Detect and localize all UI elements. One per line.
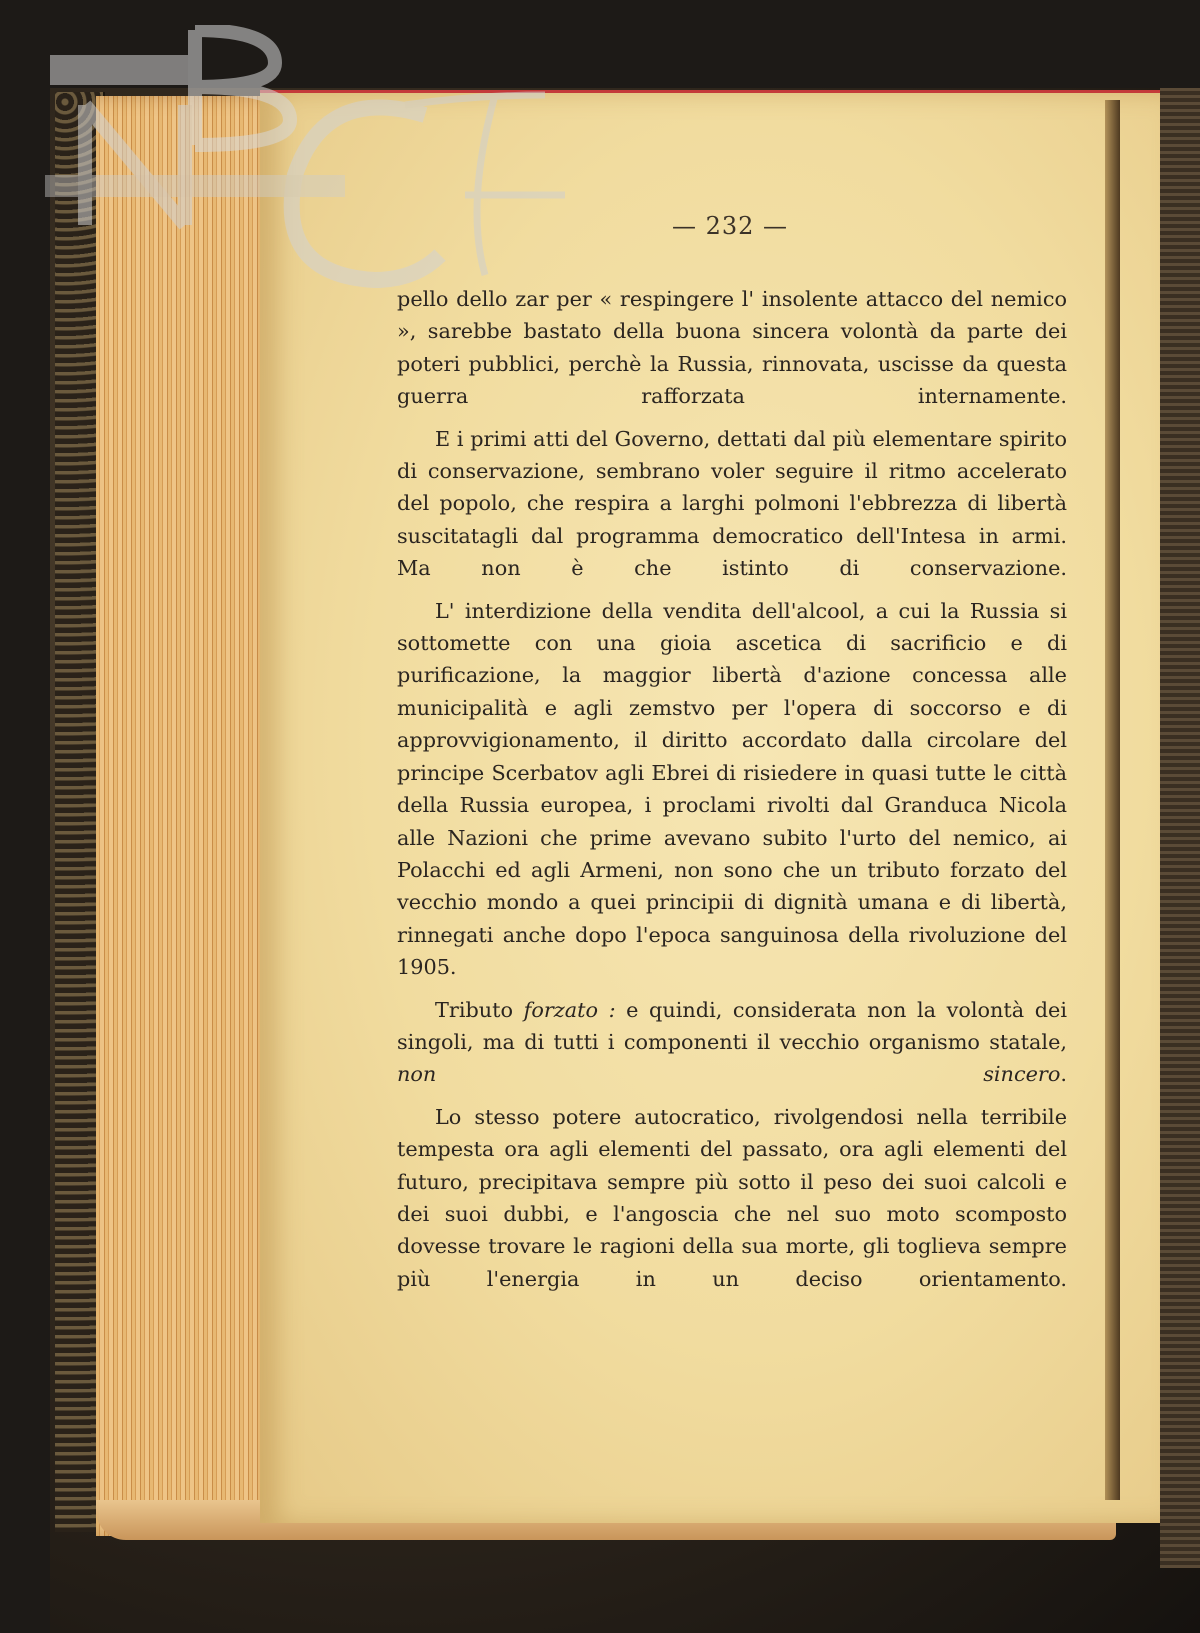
paragraph-text: e quindi, considerata non la volontà dei singoli, ma di tutti i componenti il vecchio organismo statale, (397, 997, 1067, 1054)
gutter-shadow (1105, 100, 1120, 1500)
paragraph: Lo stesso potere autocratico, rivolgendosi nella terribile tempesta ora agli elementi del passato, ora agli elementi del futuro, precipitava sempre più sotto il peso dei suoi calcoli e dei suoi dubbi, e l'angoscia che nel suo moto scomposto dovesse trovare le ragioni della sua morte, gli toglieva sempre più l'energia in un deciso orientamento. (397, 1104, 1067, 1291)
library-watermark-logo (45, 25, 605, 305)
watermark-bar (50, 55, 190, 85)
italic-text: non sincero (397, 1062, 1061, 1087)
book-spine (1160, 88, 1200, 1568)
paragraph: pello dello zar per « respingere l' insolente attacco del nemico », sarebbe bastato della buona sincera volontà da parte dei poteri pubblici, perchè la Russia, rinnovata, uscisse da questa guerra rafforzata internamente. (397, 287, 1067, 409)
watermark-underline (45, 175, 345, 197)
paragraph-text: Tributo (435, 997, 524, 1022)
paragraph (397, 994, 1067, 1091)
page-number: — 232 — (671, 212, 789, 240)
page-body-text (397, 283, 1067, 1305)
watermark-letter-n (85, 105, 185, 225)
paragraph: L' interdizione della vendita dell'alcool, a cui la Russia si sottomette con una gioia ascetica di sacrificio e di purificazione, la maggior libertà d'azione concessa alle municipalità e agli zemstvo per l'opera di soccorso e di approvvigionamento, il diritto accordato dalla circolare del principe Scerbatov agli Ebrei di risiedere in quasi tutte le città della Russia europea, i proclami rivolti dal Granduca Nicola alle Nazioni che prime avevano subito l'urto del nemico, ai Polacchi ed agli Armeni, non sono che un tributo forzato del vecchio mondo a quei principii di dignità umana e di libertà, rinnegati anche dopo l'epoca sanguinosa della rivoluzione del 1905. (397, 598, 1067, 980)
watermark-letter-b (195, 30, 290, 145)
paragraph: E i primi atti del Governo, dettati dal più elementare spirito di conservazione, sembrano voler seguire il ritmo accelerato del popolo, che respira a larghi polmoni l'ebbrezza di libertà suscitatagli dal programma democratico dell'Intesa in armi. Ma non è che istinto di conservazione. (397, 426, 1067, 581)
italic-text: forzato : (523, 997, 616, 1022)
page-fore-edge (96, 96, 286, 1536)
paragraph-text: . (1060, 1062, 1067, 1087)
watermark-letter-f (405, 95, 565, 275)
